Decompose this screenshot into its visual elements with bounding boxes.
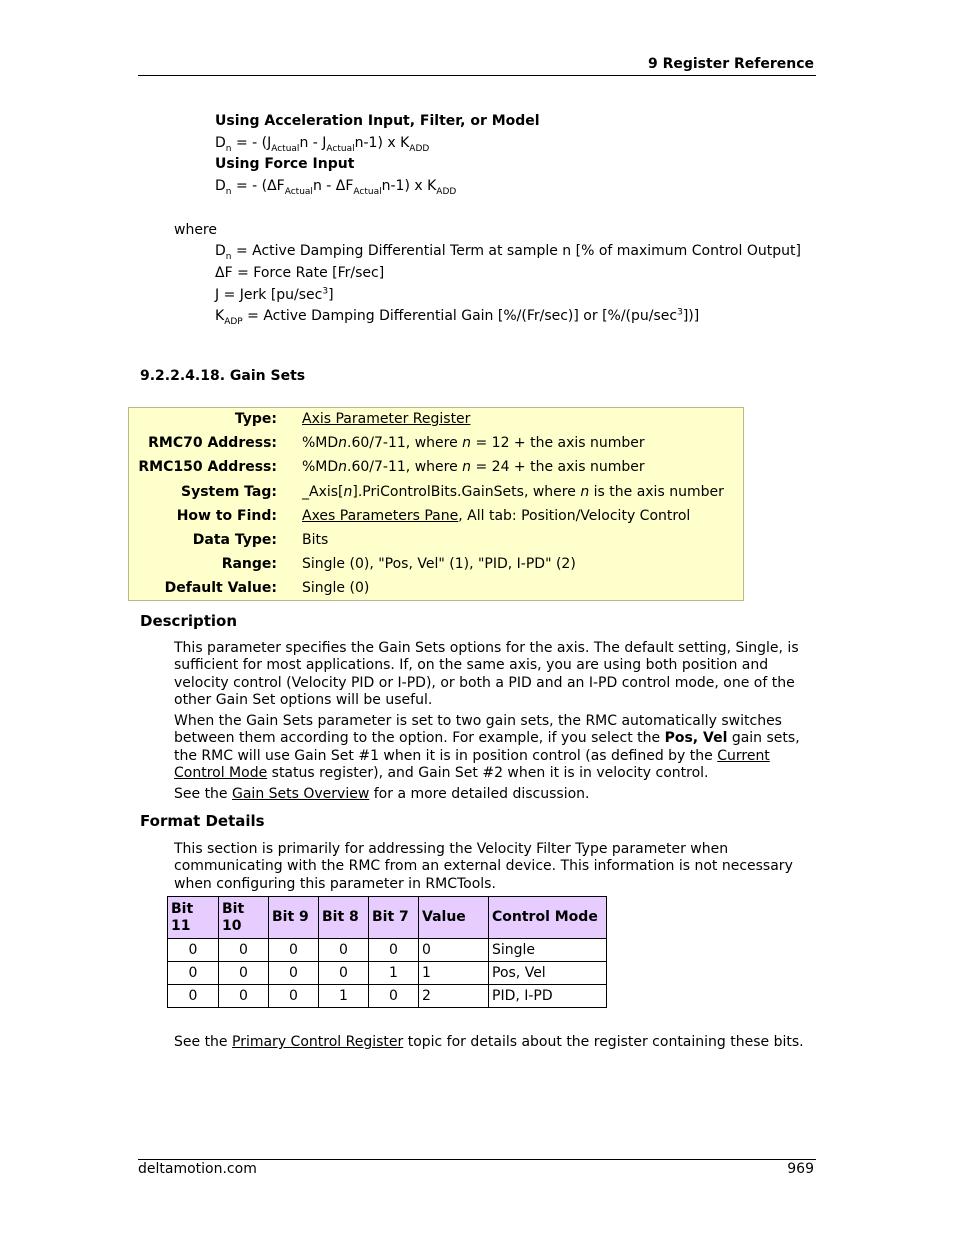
table-cell: Pos, Vel [489,962,607,985]
description-p2-a: When the Gain Sets parameter is set to two gain sets, the RMC automatically switches between them according to the option. For example, if you select the [174,713,782,747]
table-cell: 0 [269,939,319,962]
col-header: Bit 10 [219,897,269,939]
table-cell: 1 [369,962,419,985]
prop-row-data-type [129,528,743,552]
table-row [168,939,607,962]
footer-divider [138,1159,816,1160]
definition-df: ΔF = Force Rate [Fr/sec] [215,265,385,281]
description-p2-c: status register), and Gain Set #2 when it is in velocity control. [267,764,709,781]
table-cell: 1 [419,962,489,985]
col-header: Bit 9 [269,897,319,939]
prop-row-how-to-find [129,504,743,528]
bits-table-header [168,897,607,939]
accel-heading: Using Acceleration Input, Filter, or Model [215,113,540,129]
table-cell: PID, I-PD [489,985,607,1008]
prop-value: %MDn.60/7-11, where n = 24 + the axis number [302,459,645,475]
description-p3 [174,786,814,803]
prop-label: How to Find: [176,508,277,524]
table-cell: 0 [319,962,369,985]
col-header: Bit 8 [319,897,369,939]
footer-site: deltamotion.com [138,1161,257,1177]
format-note-a: See the [174,1034,232,1050]
description-heading: Description [140,612,238,630]
prop-value: _Axis[n].PriControlBits.GainSets, where n is the axis number [302,484,724,500]
description-p2-bold: Pos, Vel [664,730,728,747]
format-p1: This section is primarily for addressing the Velocity Filter Type parameter when communicating with the RMC from an external device. This information is not necessary when configuring this parameter in RMCTools. [174,841,793,892]
prop-label: Data Type: [192,532,277,548]
table-cell: 0 [269,985,319,1008]
definition-k: $K_{ADP}$ = Active Damping Differential Gain [%/(Fr/sec)] or $[\%/(pu/\sec^3])$] [215,307,700,327]
table-cell: 0 [168,985,219,1008]
prop-row-default [129,576,743,600]
page-number: 969 [787,1161,814,1177]
table-cell: 0 [369,985,419,1008]
description-p2 [174,713,814,782]
description-p2-b: gain sets, the RMC will use Gain Set #1 when it is in position control (as defined by the [174,730,800,764]
prop-row-range [129,552,743,576]
table-cell: 0 [269,962,319,985]
table-cell: 0 [168,962,219,985]
table-row [168,962,607,985]
table-row [168,985,607,1008]
prop-value: Single (0) [302,580,370,596]
format-note-b: topic for details about the register containing these bits. [403,1034,804,1050]
prop-label: RMC150 Address: [138,459,277,475]
header-divider [138,75,816,76]
table-cell: 0 [319,939,369,962]
table-cell: Single [489,939,607,962]
col-header: Bit 7 [369,897,419,939]
definition-j: J = Jerk $[pu/\sec^3]$ [215,286,334,303]
formula-accel: $D_n$ = - $(J_{Actual}n - J_{Actual}n-1)$ x $K_{ADD}$ [215,135,430,154]
table-cell: 0 [419,939,489,962]
bits-table [167,896,607,1008]
prop-row-rmc70 [129,431,743,455]
axes-parameters-pane-link[interactable]: Axes Parameters Pane [302,508,459,524]
format-heading: Format Details [140,812,265,830]
col-header: Bit 11 [168,897,219,939]
section-title: 9.2.2.4.18. Gain Sets [140,368,306,384]
description-p1: This parameter specifies the Gain Sets options for the axis. The default setting, Single, is sufficient for most applications. If, on the same axis, you are using both position and velocity control (Velocity PID or I-PD), or both a PID and an I-PD control mode, one of the other Gain Set options will be useful. [174,640,799,708]
definition-k-text: = Active Damping Differential Gain [%/(Fr/sec)] or [%/(pu/sec [247,308,678,324]
prop-row-rmc150 [129,455,743,479]
where-label: where [174,222,217,238]
definition-dn-text: = Active Damping Differential Term at sample n [% of maximum Control Output] [235,243,801,259]
format-note [174,1034,814,1051]
formula-force: $D_n$ = - $(\Delta F_{Actual}n - \Delta F_{Actual}n-1)$ x $K_{ADD}$ [215,178,457,197]
prop-label: Range: [221,556,277,572]
gain-sets-overview-link[interactable]: Gain Sets Overview [232,786,370,802]
definition-dn: $D_n$ = Active Damping Differential Term at sample n [% of maximum Control Output] [215,243,801,262]
definition-j-text: J = Jerk [pu/sec [215,287,323,303]
description-p3-b: for a more detailed discussion. [369,786,590,802]
prop-label: System Tag: [180,484,277,500]
table-cell: 0 [219,985,269,1008]
prop-value: Single (0), "Pos, Vel" (1), "PID, I-PD" (2) [302,556,576,572]
primary-control-register-link[interactable]: Primary Control Register [232,1034,404,1050]
prop-label: RMC70 Address: [148,435,277,451]
prop-row-type [129,407,743,431]
table-cell: 0 [168,939,219,962]
col-header: Value [419,897,489,939]
col-header: Control Mode [489,897,607,939]
page-header-title: 9 Register Reference [647,56,814,72]
current-control-mode-link[interactable]: Current Control Mode [174,747,770,781]
prop-value: Bits [302,532,329,548]
prop-label: Type: [234,411,277,427]
description-p3-a: See the [174,786,232,802]
force-heading: Using Force Input [215,156,355,172]
table-cell: 2 [419,985,489,1008]
prop-type-link[interactable]: Axis Parameter Register [302,411,471,427]
properties-table [128,407,744,601]
prop-value: Axes Parameters Pane, All tab: Position/Velocity Control [302,508,691,524]
table-cell: 1 [319,985,369,1008]
table-cell: 0 [219,962,269,985]
table-cell: 0 [369,939,419,962]
prop-row-system-tag [129,480,743,504]
table-cell: 0 [219,939,269,962]
prop-label: Default Value: [164,580,277,596]
prop-value: %MDn.60/7-11, where n = 12 + the axis number [302,435,645,451]
